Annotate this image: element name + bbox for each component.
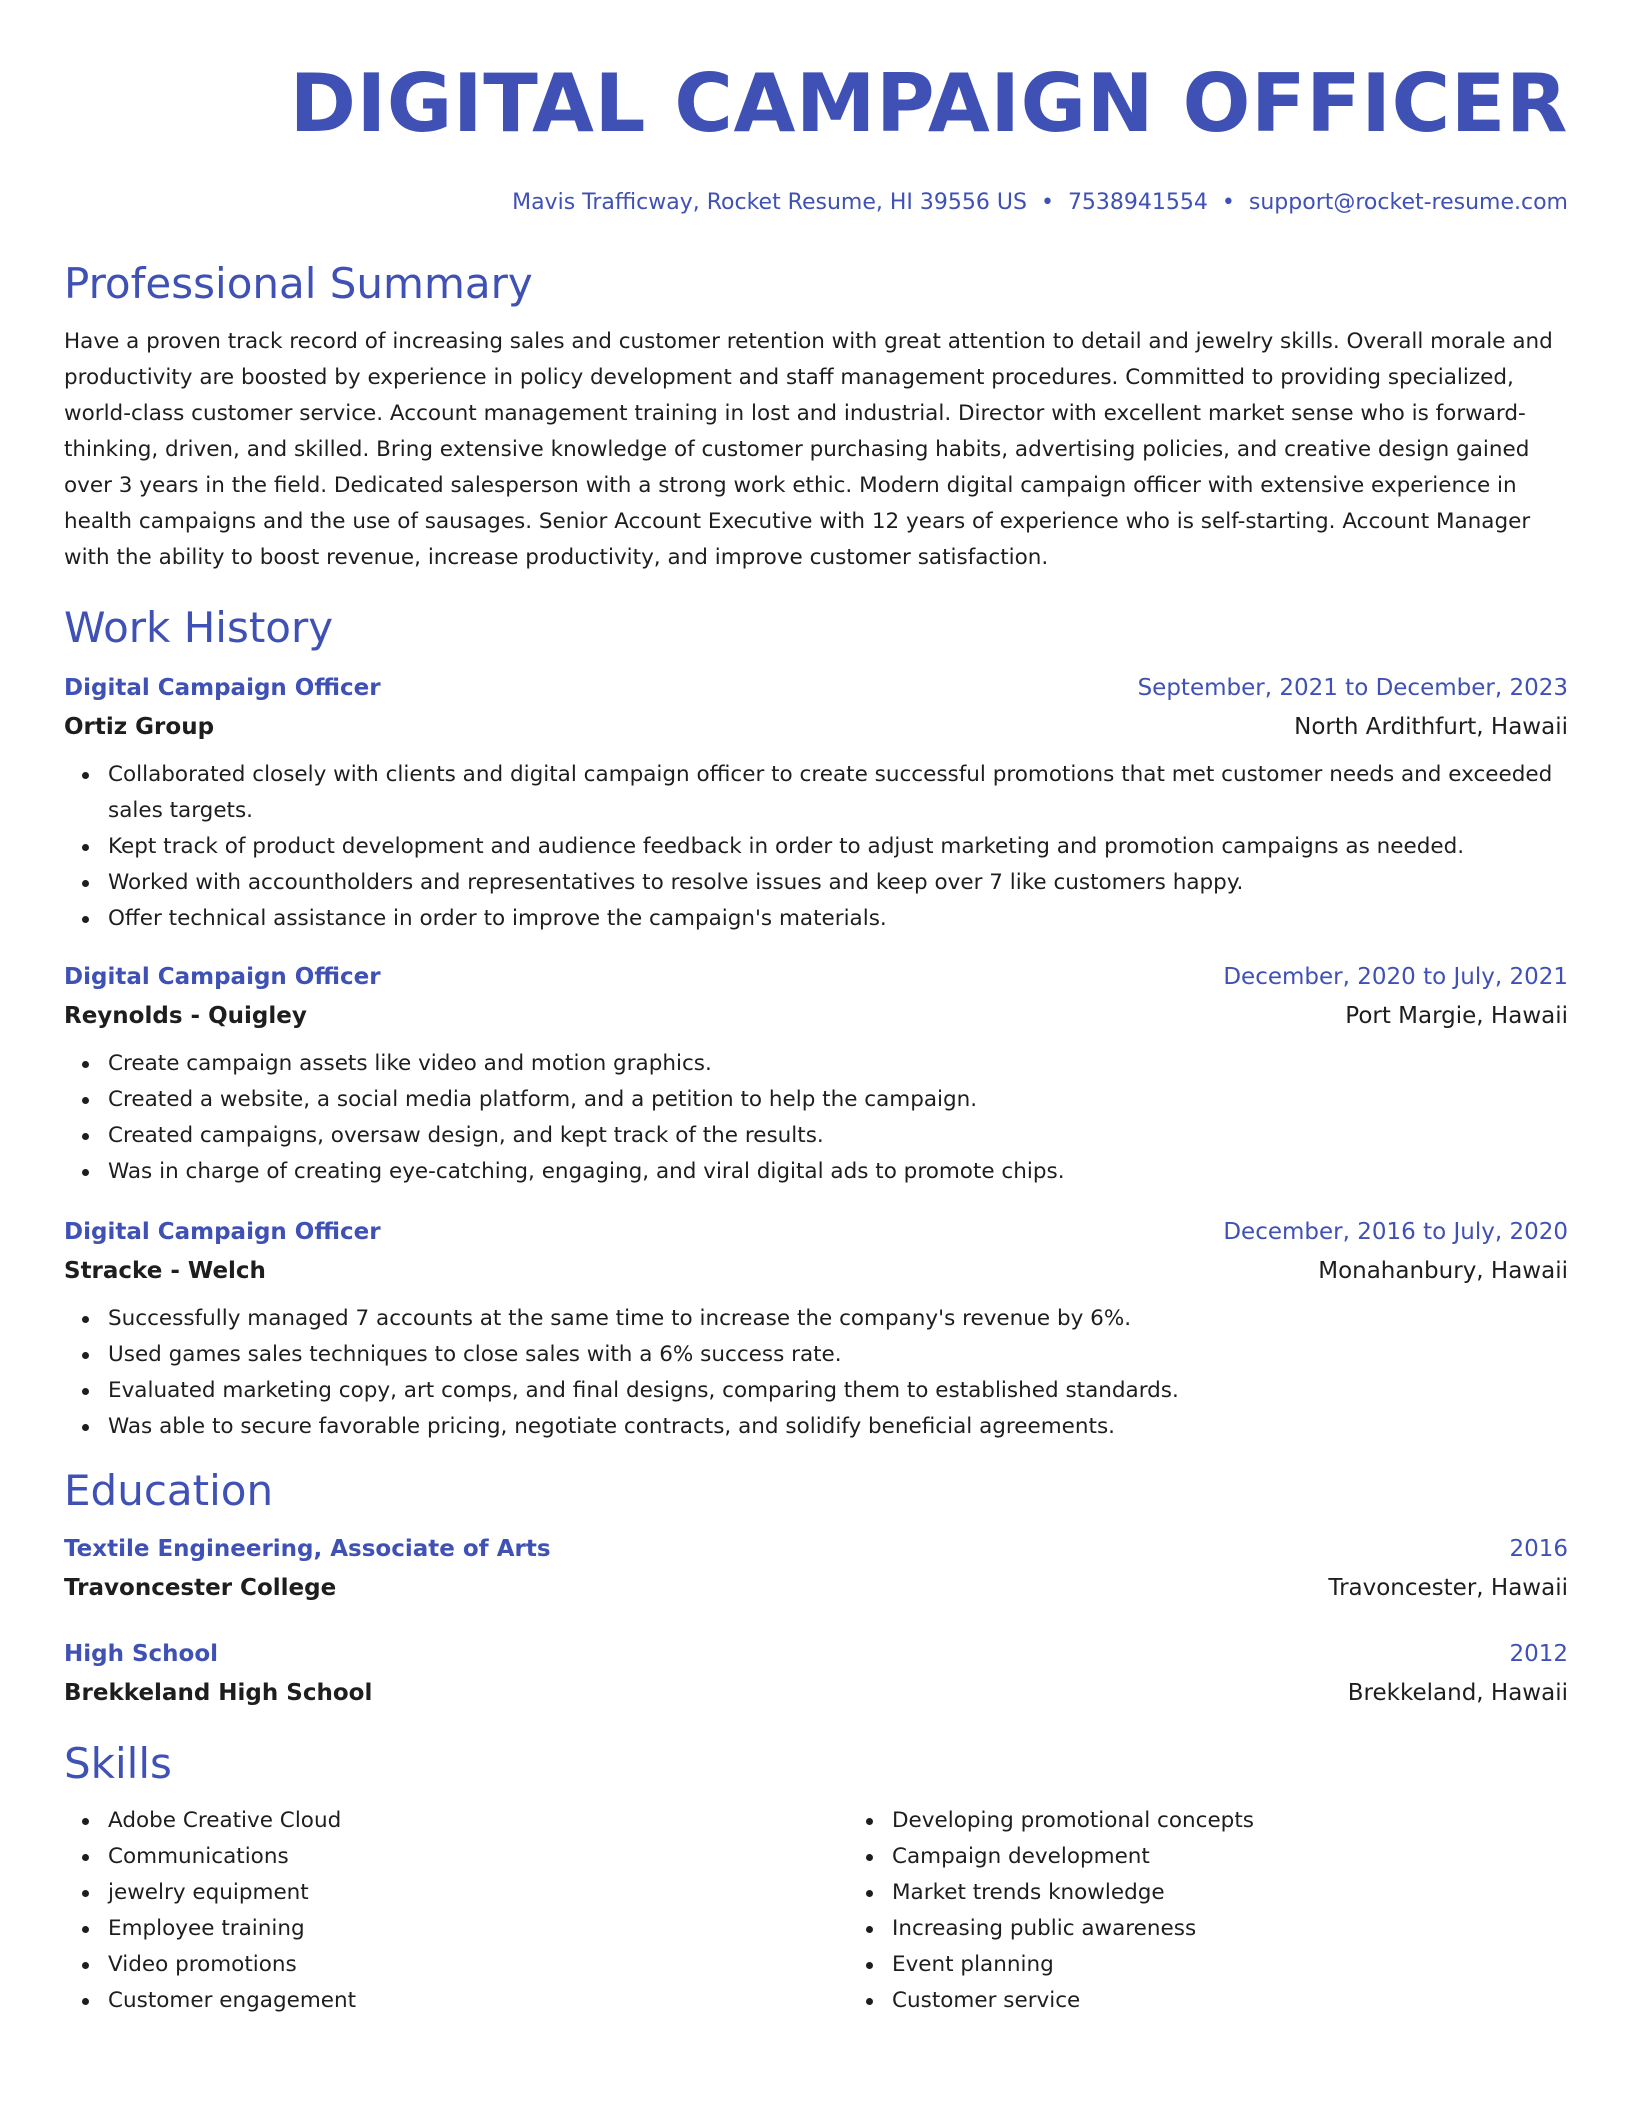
- job-bullets: [64, 1046, 1568, 1190]
- education-title-row: [64, 1638, 1568, 1670]
- education-entry: [64, 1638, 1568, 1709]
- contact-phone: 7538941554: [1067, 190, 1208, 215]
- contact-line: [64, 188, 1568, 218]
- job-bullet: Create campaign assets like video and motion graphics.: [108, 1046, 1568, 1082]
- job-bullet: Created campaigns, oversaw design, and kept track of the results.: [108, 1118, 1568, 1154]
- contact-email: support@rocket-resume.com: [1248, 190, 1568, 215]
- job-role: Digital Campaign Officer: [64, 964, 381, 990]
- job-location: North Ardithfurt, Hawaii: [1294, 714, 1568, 740]
- job-bullet: Offer technical assistance in order to improve the campaign's materials.: [108, 901, 1568, 937]
- job-bullet: Was in charge of creating eye-catching, engaging, and viral digital ads to promote chips.: [108, 1154, 1568, 1190]
- candidate-title: DIGITAL CAMPAIGN OFFICER: [289, 57, 1568, 150]
- summary-text: Have a proven track record of increasing sales and customer retention with great attention to detail and jewelry skills. Overall morale and productivity are boosted by experience in policy development and staff management procedures. Committed to providing specialized, world-class customer service. Account management training in lost and industrial. Director with excellent market sense who is forward-thinking, driven, and skilled. Bring extensive knowledge of customer purchasing habits, advertising policies, and creative design gained over 3 years in the field. Dedicated salesperson with a strong work ethic. Modern digital campaign officer with extensive experience in health campaigns and the use of sausages. Senior Account Executive with 12 years of experience who is self-starting. Account Manager with the ability to boost revenue, increase productivity, and improve customer satisfaction.: [64, 329, 1553, 570]
- skill-item: Developing promotional concepts: [892, 1803, 1568, 1839]
- skill-item: Customer engagement: [108, 1983, 848, 2019]
- education-school-row: [64, 1677, 1568, 1709]
- job-company-row: [64, 1000, 1568, 1032]
- skill-item: jewelry equipment: [108, 1875, 848, 1911]
- job-company: Reynolds - Quigley: [64, 1003, 307, 1029]
- skills-list-right: [848, 1803, 1568, 2019]
- skills-heading: Skills: [64, 1739, 172, 1788]
- skill-item: Campaign development: [892, 1839, 1568, 1875]
- job-entry: [64, 1216, 1568, 1445]
- work-history-heading: Work History: [64, 603, 334, 652]
- education-entry: [64, 1533, 1568, 1604]
- job-title-row: [64, 672, 1568, 704]
- job-entry: [64, 672, 1568, 937]
- job-company: Ortiz Group: [64, 714, 215, 740]
- job-title-row: [64, 961, 1568, 993]
- job-location: Port Margie, Hawaii: [1345, 1003, 1568, 1029]
- skill-item: Communications: [108, 1839, 848, 1875]
- skill-item: Market trends knowledge: [892, 1875, 1568, 1911]
- job-dates: December, 2020 to July, 2021: [1223, 964, 1568, 990]
- skill-item: Event planning: [892, 1947, 1568, 1983]
- education-year: 2012: [1509, 1641, 1568, 1667]
- education-location: Brekkeland, Hawaii: [1347, 1680, 1568, 1706]
- job-role: Digital Campaign Officer: [64, 675, 381, 701]
- skill-item: Video promotions: [108, 1947, 848, 1983]
- job-bullet: Collaborated closely with clients and digital campaign officer to create successful promotions that met customer needs and exceeded sales targets.: [108, 757, 1568, 829]
- job-bullets: [64, 757, 1568, 937]
- education-title-row: [64, 1533, 1568, 1565]
- job-bullet: Evaluated marketing copy, art comps, and final designs, comparing them to established standards.: [108, 1373, 1568, 1409]
- job-company-row: [64, 711, 1568, 743]
- summary-heading: Professional Summary: [64, 259, 533, 308]
- skill-item: Employee training: [108, 1911, 848, 1947]
- skills-list-left: [64, 1803, 848, 2019]
- job-title-row: [64, 1216, 1568, 1248]
- job-bullet: Used games sales techniques to close sales with a 6% success rate.: [108, 1337, 1568, 1373]
- job-entry: [64, 961, 1568, 1190]
- contact-separator: •: [1040, 190, 1054, 215]
- education-school: Travoncester College: [64, 1575, 337, 1601]
- job-bullet: Successfully managed 7 accounts at the same time to increase the company's revenue by 6%.: [108, 1301, 1568, 1337]
- skill-item: Increasing public awareness: [892, 1911, 1568, 1947]
- job-dates: September, 2021 to December, 2023: [1137, 675, 1568, 701]
- skill-item: Adobe Creative Cloud: [108, 1803, 848, 1839]
- education-heading: Education: [64, 1466, 274, 1515]
- contact-separator: •: [1221, 190, 1235, 215]
- job-dates: December, 2016 to July, 2020: [1223, 1219, 1568, 1245]
- job-bullet: Worked with accountholders and representatives to resolve issues and keep over 7 like customers happy.: [108, 865, 1568, 901]
- job-company: Stracke - Welch: [64, 1258, 266, 1284]
- job-role: Digital Campaign Officer: [64, 1219, 381, 1245]
- job-bullet: Was able to secure favorable pricing, negotiate contracts, and solidify beneficial agreements.: [108, 1409, 1568, 1445]
- education-degree: Textile Engineering, Associate of Arts: [64, 1536, 551, 1562]
- job-bullets: [64, 1301, 1568, 1445]
- education-year: 2016: [1509, 1536, 1568, 1562]
- job-company-row: [64, 1255, 1568, 1287]
- education-school-row: [64, 1572, 1568, 1604]
- skill-item: Customer service: [892, 1983, 1568, 2019]
- education-degree: High School: [64, 1641, 219, 1667]
- education-location: Travoncester, Hawaii: [1328, 1575, 1568, 1601]
- job-bullet: Kept track of product development and audience feedback in order to adjust marketing and promotion campaigns as needed.: [108, 829, 1568, 865]
- education-school: Brekkeland High School: [64, 1680, 373, 1706]
- contact-address: Mavis Trafficway, Rocket Resume, HI 39556 US: [512, 190, 1027, 215]
- job-bullet: Created a website, a social media platform, and a petition to help the campaign.: [108, 1082, 1568, 1118]
- skills-columns: [64, 1803, 1568, 2019]
- job-location: Monahanbury, Hawaii: [1318, 1258, 1568, 1284]
